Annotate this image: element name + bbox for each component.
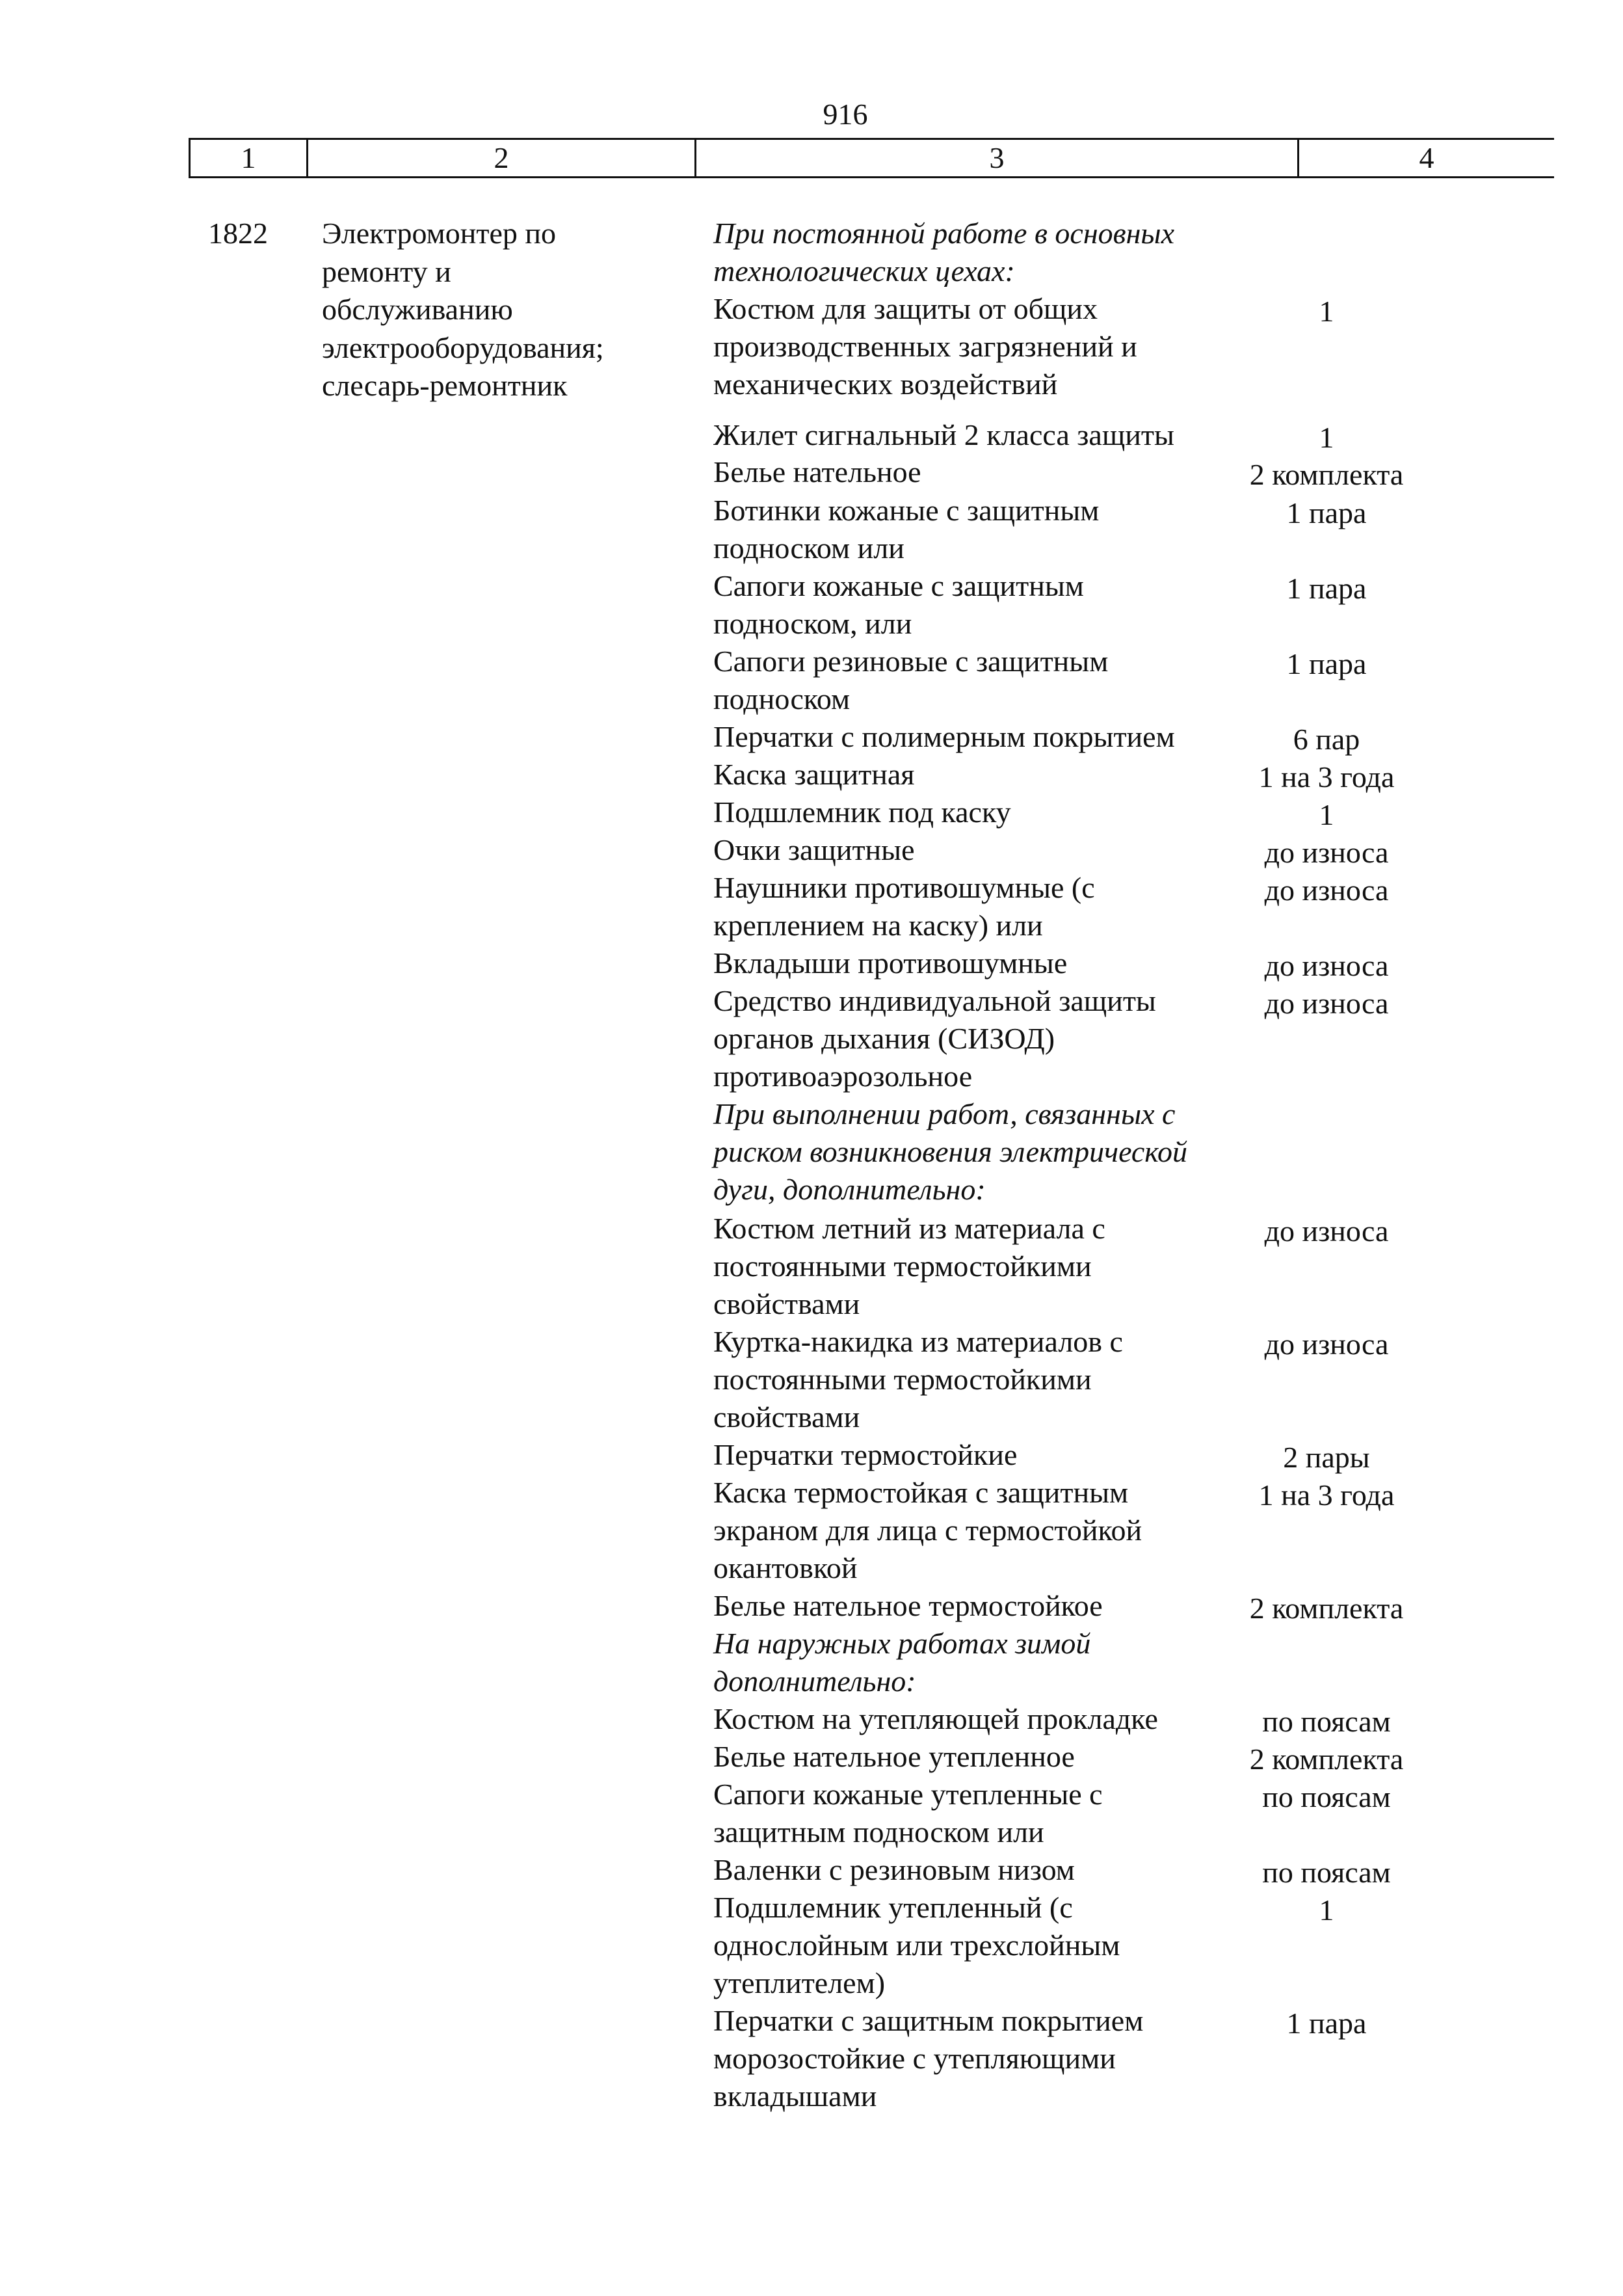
item-quantity: 1 пара (1286, 496, 1367, 529)
item-name-line: Костюм для защиты от общих (713, 292, 1098, 325)
section-heading-line: На наружных работах зимой (713, 1627, 1091, 1660)
profession-line: обслуживанию (322, 293, 513, 326)
item-name-line: морозостойкие с утепляющими (713, 2042, 1116, 2075)
item-name-line: свойствами (713, 1400, 860, 1434)
item-name-line: Костюм летний из материала с (713, 1212, 1105, 1245)
item-name-line: Ботинки кожаные с защитным (713, 494, 1100, 527)
item-name-line: Белье нательное термостойкое (713, 1589, 1103, 1622)
item-name-line: Сапоги кожаные утепленные с (713, 1778, 1103, 1811)
item-name-line: Сапоги резиновые с защитным (713, 645, 1109, 678)
item-quantity: 1 (1319, 295, 1334, 328)
item-quantity: до износа (1264, 949, 1389, 982)
section-heading-line: При постоянной работе в основных (713, 217, 1175, 250)
item-quantity: 2 пары (1283, 1441, 1370, 1474)
profession-line: электрооборудования; (322, 330, 604, 364)
item-name-line: свойствами (713, 1287, 860, 1320)
item-quantity: 1 на 3 года (1258, 760, 1395, 794)
item-name-line: Средство индивидуальной защиты (713, 984, 1156, 1017)
item-quantity: по поясам (1262, 1856, 1391, 1889)
item-name-line: Каска защитная (713, 758, 915, 791)
item-name-line: Перчатки термостойкие (713, 1438, 1018, 1471)
profession-line: Электромонтер по (322, 217, 557, 250)
item-name-line: Белье нательное (713, 455, 921, 488)
item-name-line: Перчатки с защитным покрытием (713, 2004, 1144, 2037)
column-header-1: 1 (189, 140, 306, 176)
row-number: 1822 (208, 217, 268, 250)
item-name-line: Перчатки с полимерным покрытием (713, 720, 1175, 753)
item-quantity: до износа (1264, 1214, 1389, 1248)
section-heading-line: риском возникновения электрической (713, 1135, 1188, 1168)
item-name-line: Костюм на утепляющей прокладке (713, 1702, 1158, 1735)
item-quantity: 2 комплекта (1249, 1592, 1404, 1625)
profession-line: слесарь-ремонтник (322, 369, 568, 402)
item-quantity: 1 пара (1286, 572, 1367, 605)
item-quantity: до износа (1264, 987, 1389, 1020)
item-name-line: производственных загрязнений и (713, 330, 1137, 363)
item-name-line: защитным подноском или (713, 1815, 1044, 1849)
item-name-line: Куртка-накидка из материалов с (713, 1325, 1123, 1358)
section-heading-line: дуги, дополнительно: (713, 1173, 986, 1206)
item-quantity: по поясам (1262, 1705, 1391, 1738)
item-name-line: механических воздействий (713, 367, 1058, 401)
item-quantity: 1 пара (1286, 647, 1367, 680)
item-name-line: Белье нательное утепленное (713, 1740, 1075, 1773)
item-quantity: до износа (1264, 1328, 1389, 1361)
item-name-line: Жилет сигнальный 2 класса защиты (713, 418, 1174, 451)
page-number: 916 (823, 98, 868, 131)
section-heading-line: технологических цехах: (713, 254, 1015, 287)
item-quantity: 1 (1319, 1893, 1334, 1927)
item-name-line: противоаэрозольное (713, 1060, 973, 1093)
item-name-line: вкладышами (713, 2079, 877, 2113)
item-name-line: Валенки с резиновым низом (713, 1853, 1075, 1886)
item-name-line: экраном для лица с термостойкой (713, 1514, 1142, 1547)
profession-name (322, 215, 686, 405)
section-heading-line: дополнительно: (713, 1664, 916, 1698)
column-header-2: 2 (306, 140, 694, 176)
item-name-line: Вкладыши противошумные (713, 946, 1068, 980)
table-header (189, 138, 1554, 178)
column-header-4: 4 (1297, 140, 1554, 176)
item-name-line: Подшлемник утепленный (с (713, 1891, 1073, 1924)
profession-line: ремонту и (322, 254, 451, 288)
item-quantity: до износа (1264, 874, 1389, 907)
item-quantity: 1 на 3 года (1258, 1478, 1395, 1512)
item-name-line: органов дыхания (СИЗОД) (713, 1022, 1055, 1055)
item-quantity: 6 пар (1293, 723, 1360, 756)
item-name-line: креплением на каску) или (713, 909, 1043, 942)
item-name-line: утеплителем) (713, 1966, 886, 1999)
item-name-line: Сапоги кожаные с защитным (713, 569, 1084, 602)
item-quantity: до износа (1264, 836, 1389, 869)
item-name-line: подноском (713, 682, 851, 715)
item-name-line: однослойным или трехслойным (713, 1929, 1120, 1962)
item-quantity: 1 (1319, 798, 1334, 831)
item-name-line: Очки защитные (713, 833, 915, 866)
item-name-line: окантовкой (713, 1551, 858, 1584)
item-quantity: по поясам (1262, 1780, 1391, 1813)
item-quantity: 1 пара (1286, 2007, 1367, 2040)
item-name-line: Подшлемник под каску (713, 795, 1011, 829)
item-quantity: 2 комплекта (1249, 458, 1404, 491)
section-heading-line: При выполнении работ, связанных с (713, 1097, 1176, 1130)
item-name-line: подноском или (713, 531, 904, 565)
item-name-line: Каска термостойкая с защитным (713, 1476, 1129, 1509)
item-quantity: 1 (1319, 421, 1334, 454)
column-header-3: 3 (694, 140, 1297, 176)
item-name-line: постоянными термостойкими (713, 1249, 1092, 1283)
item-name-line: постоянными термостойкими (713, 1363, 1092, 1396)
item-name-line: подноском, или (713, 607, 912, 640)
item-name-line: Наушники противошумные (с (713, 871, 1095, 904)
item-quantity: 2 комплекта (1249, 1742, 1404, 1776)
